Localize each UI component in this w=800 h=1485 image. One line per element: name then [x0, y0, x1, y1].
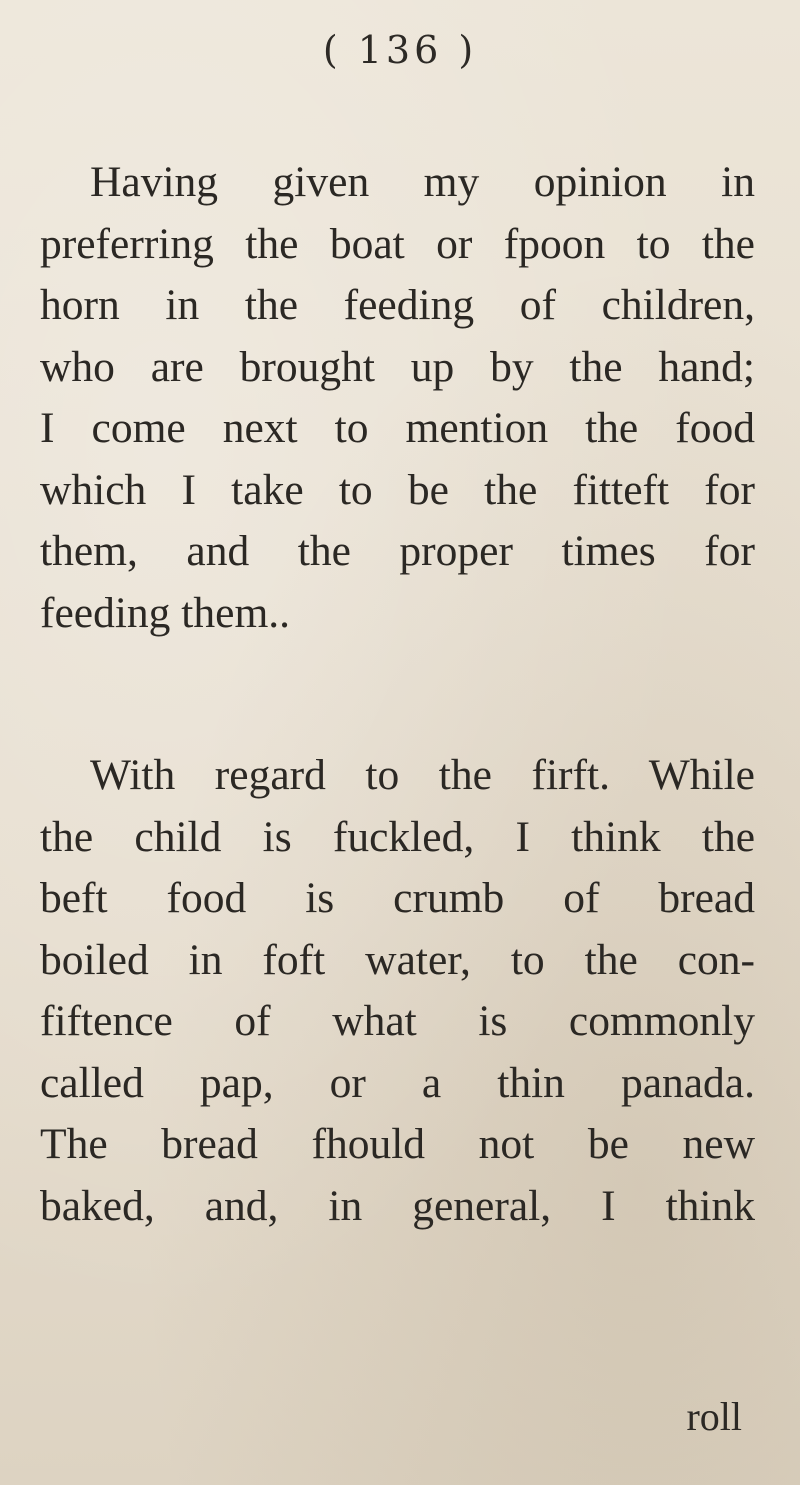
- text-line: them, and the proper times for: [40, 527, 755, 575]
- text-line: which I take to be the fitteft for: [40, 465, 755, 514]
- text-line: horn in the feeding of children,: [40, 281, 755, 329]
- text-line: who are brought up by the hand;: [40, 342, 755, 391]
- text-line: preferring the boat or fpoon to the: [40, 219, 755, 268]
- text-line: Having given my opinion in: [90, 158, 755, 206]
- page-number: ( 136 ): [322, 28, 478, 72]
- text-line: feeding them..: [40, 588, 291, 637]
- text-line: I come next to mention the food: [40, 404, 755, 452]
- text-line: the child is fuckled, I think the: [40, 812, 755, 861]
- paragraph-2: [40, 745, 755, 1237]
- text-line: baked, and, in general, I think: [40, 1181, 755, 1230]
- text-line: The bread fhould not be new: [40, 1120, 755, 1168]
- text-line: boiled in foft water, to the con-: [40, 935, 755, 984]
- text-line: called pap, or a thin panada.: [40, 1058, 755, 1107]
- text-line: beft food is crumb of bread: [40, 874, 755, 922]
- paragraph-1: [40, 152, 755, 644]
- text-line: fiftence of what is commonly: [40, 997, 755, 1045]
- text-line: With regard to the firft. While: [90, 751, 755, 799]
- catchword: roll: [686, 1394, 742, 1439]
